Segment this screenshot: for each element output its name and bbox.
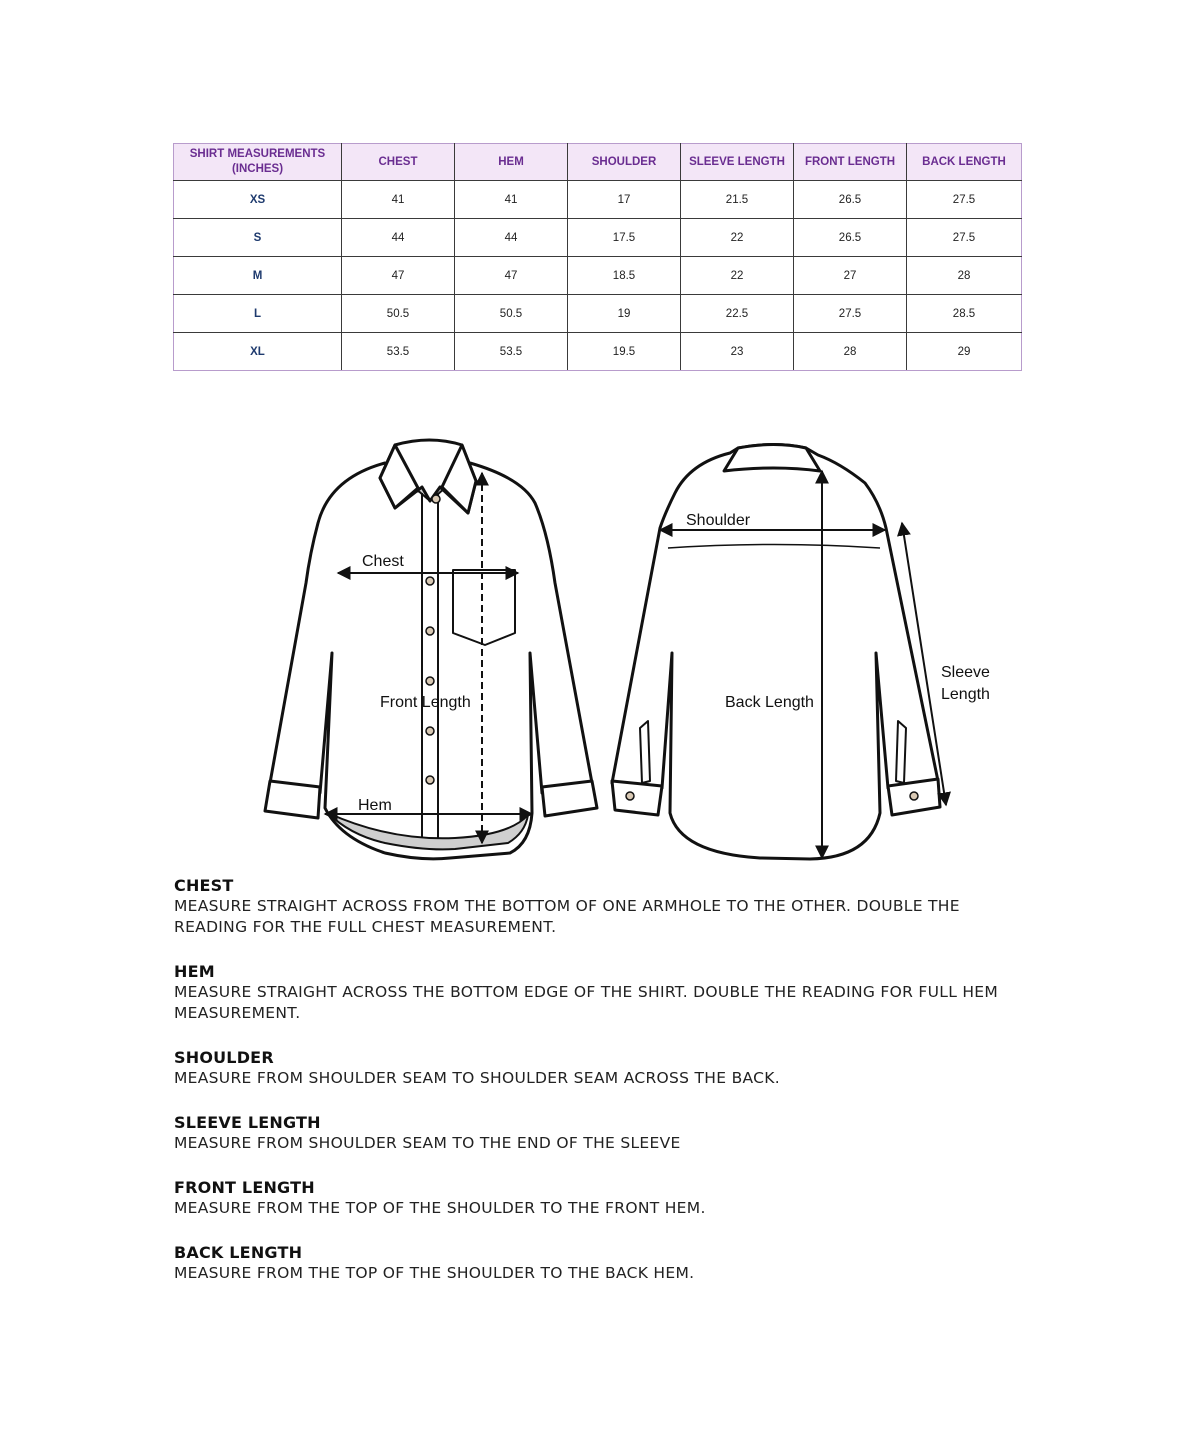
table-cell: 17 (568, 181, 681, 219)
instruction-text: MEASURE STRAIGHT ACROSS FROM THE BOTTOM OF ONE ARMHOLE TO THE OTHER. DOUBLE THE READING FOR THE FULL CHEST MEASUREMENT. (174, 897, 960, 936)
size-label: L (174, 295, 342, 333)
shoulder-label: Shoulder (686, 512, 751, 529)
table-row (174, 257, 1022, 295)
table-cell: 44 (455, 219, 568, 257)
front-length-label: Front Length (380, 694, 471, 711)
instruction-title: HEM (174, 962, 215, 981)
table-header-row (174, 144, 1022, 181)
header-back-length: BACK LENGTH (907, 144, 1022, 181)
table-cell: 28 (794, 333, 907, 371)
table-cell: 53.5 (455, 333, 568, 371)
instruction-shoulder (174, 1047, 1014, 1089)
instruction-text: MEASURE STRAIGHT ACROSS THE BOTTOM EDGE OF THE SHIRT. DOUBLE THE READING FOR FULL HEM MEASUREMENT. (174, 983, 999, 1022)
table-row (174, 219, 1022, 257)
table-cell: 19 (568, 295, 681, 333)
table-cell: 27.5 (907, 219, 1022, 257)
table-cell: 19.5 (568, 333, 681, 371)
instruction-hem (174, 961, 1014, 1024)
table-cell: 53.5 (342, 333, 455, 371)
header-front-length: FRONT LENGTH (794, 144, 907, 181)
instruction-title: BACK LENGTH (174, 1243, 303, 1262)
measurement-instructions (174, 875, 1014, 1284)
table-cell: 28 (907, 257, 1022, 295)
table-row (174, 333, 1022, 371)
table-cell: 50.5 (455, 295, 568, 333)
table-cell: 27.5 (907, 181, 1022, 219)
instruction-text: MEASURE FROM SHOULDER SEAM TO THE END OF THE SLEEVE (174, 1134, 681, 1152)
table-cell: 27 (794, 257, 907, 295)
instruction-sleeve-length (174, 1112, 1014, 1154)
chest-label: Chest (362, 553, 404, 570)
shirt-back-illustration (612, 445, 940, 860)
shirt-front-illustration (265, 440, 597, 859)
table-cell: 18.5 (568, 257, 681, 295)
instruction-text: MEASURE FROM THE TOP OF THE SHOULDER TO THE BACK HEM. (174, 1264, 695, 1282)
instruction-title: SHOULDER (174, 1048, 274, 1067)
header-chest: CHEST (342, 144, 455, 181)
instruction-title: CHEST (174, 876, 234, 895)
instruction-text: MEASURE FROM THE TOP OF THE SHOULDER TO THE FRONT HEM. (174, 1199, 706, 1217)
table-cell: 29 (907, 333, 1022, 371)
size-label: XS (174, 181, 342, 219)
sleeve-label-line2: Length (941, 686, 990, 703)
table-cell: 26.5 (794, 181, 907, 219)
size-label: M (174, 257, 342, 295)
table-cell: 44 (342, 219, 455, 257)
table-cell: 22.5 (681, 295, 794, 333)
header-hem: HEM (455, 144, 568, 181)
size-label: XL (174, 333, 342, 371)
shirt-measurement-diagram (240, 383, 990, 873)
header-shirt-measurements: SHIRT MEASUREMENTS (INCHES) (174, 144, 342, 181)
table-cell: 41 (342, 181, 455, 219)
table-row (174, 295, 1022, 333)
instruction-text: MEASURE FROM SHOULDER SEAM TO SHOULDER SEAM ACROSS THE BACK. (174, 1069, 780, 1087)
instruction-chest (174, 875, 1014, 938)
instruction-title: FRONT LENGTH (174, 1178, 315, 1197)
table-cell: 47 (342, 257, 455, 295)
table-cell: 41 (455, 181, 568, 219)
table-cell: 22 (681, 257, 794, 295)
instruction-front-length (174, 1177, 1014, 1219)
table-cell: 27.5 (794, 295, 907, 333)
instruction-title: SLEEVE LENGTH (174, 1113, 321, 1132)
back-length-label: Back Length (725, 694, 814, 711)
size-chart-table (173, 143, 1022, 371)
table-cell: 17.5 (568, 219, 681, 257)
table-cell: 50.5 (342, 295, 455, 333)
table-row (174, 181, 1022, 219)
table-cell: 28.5 (907, 295, 1022, 333)
table-cell: 26.5 (794, 219, 907, 257)
table-cell: 22 (681, 219, 794, 257)
table-cell: 47 (455, 257, 568, 295)
table-cell: 23 (681, 333, 794, 371)
table-cell: 21.5 (681, 181, 794, 219)
header-shoulder: SHOULDER (568, 144, 681, 181)
header-sleeve-length: SLEEVE LENGTH (681, 144, 794, 181)
sleeve-label-line1: Sleeve (941, 664, 990, 681)
hem-label: Hem (358, 797, 392, 814)
instruction-back-length (174, 1242, 1014, 1284)
size-label: S (174, 219, 342, 257)
